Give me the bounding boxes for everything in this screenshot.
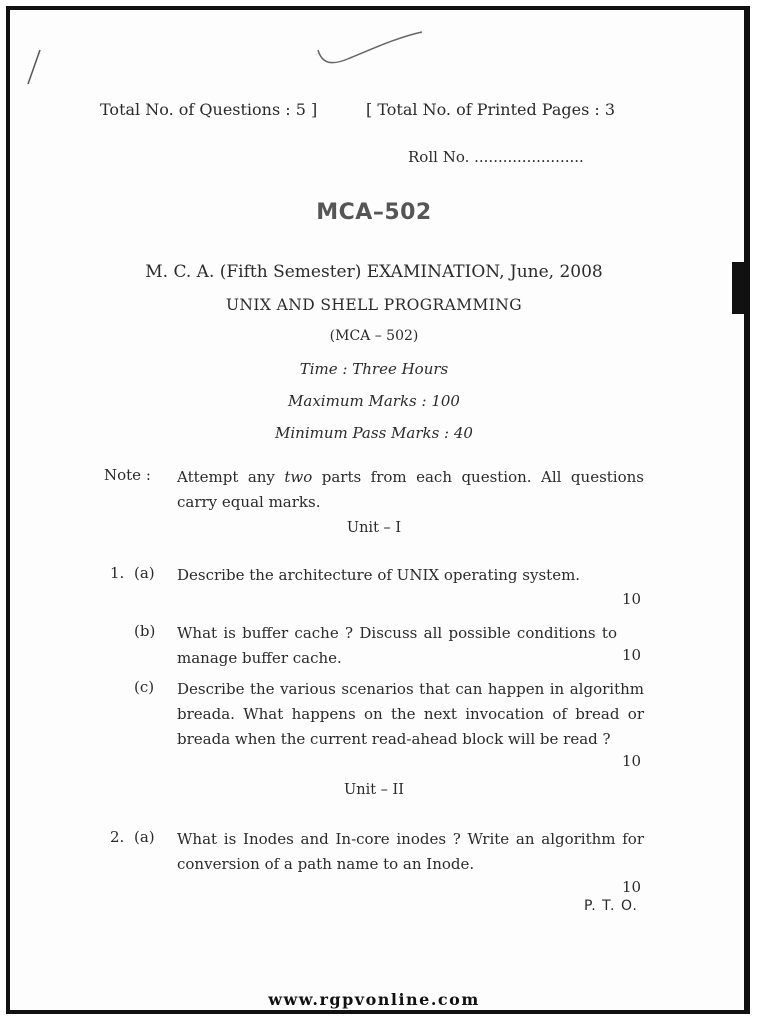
question-2a-label: (a): [134, 828, 155, 846]
total-questions: Total No. of Questions : 5 ]: [100, 100, 318, 119]
pen-tick-mark: [24, 48, 44, 88]
note-text-emphasis: two: [284, 468, 313, 486]
unit-2-title: Unit – II: [344, 782, 404, 798]
unit-1-title: Unit – I: [346, 520, 402, 536]
question-1-number: 1.: [110, 564, 125, 582]
maximum-marks: Maximum Marks : 100: [288, 392, 460, 410]
total-printed-pages: [ Total No. of Printed Pages : 3: [366, 100, 616, 119]
subject-code: (MCA – 502): [329, 328, 419, 344]
paper-code: MCA–502: [316, 200, 432, 225]
roll-number-line: Roll No. .......................: [408, 148, 584, 166]
subject-title: UNIX AND SHELL PROGRAMMING: [225, 296, 523, 314]
question-2a-text: What is Inodes and In-core inodes ? Write an algorithm for conversion of a path name to an Inode.: [177, 830, 644, 873]
exam-title: M. C. A. (Fifth Semester) EXAMINATION, June, 2008: [145, 262, 603, 282]
question-1c-text: Describe the various scenarios that can happen in algorithm breada. What happens on the next invocation of bread or breada when the current read-ahead block will be read ?: [177, 680, 644, 748]
question-1a-marks: 10: [622, 590, 642, 608]
please-turn-over: P. T. O.: [584, 898, 638, 914]
note-text-before: Attempt any: [177, 468, 275, 486]
note-text: [177, 465, 644, 515]
question-1b-text: What is buffer cache ? Discuss all possible conditions to manage buffer cache.: [177, 624, 617, 667]
question-2a-marks: 10: [622, 878, 642, 896]
exam-duration: Time : Three Hours: [299, 360, 449, 378]
question-1a-text: Describe the architecture of UNIX operating system.: [177, 566, 581, 584]
question-1a-label: (a): [134, 564, 155, 582]
minimum-pass-marks: Minimum Pass Marks : 40: [275, 424, 473, 442]
question-1c-marks: 10: [622, 752, 642, 770]
exam-paper-page: [6, 6, 750, 1014]
question-1b-label: (b): [134, 622, 156, 640]
pen-scribble-mark: [310, 24, 430, 74]
question-2-number: 2.: [110, 828, 125, 846]
question-1b-marks: 10: [622, 646, 642, 664]
note-label: Note :: [104, 466, 151, 484]
question-1c-label: (c): [134, 678, 155, 696]
note-text-after: parts from each question. All questions carry equal marks.: [177, 468, 644, 511]
footer-website: www.rgpvonline.com: [268, 990, 480, 1009]
